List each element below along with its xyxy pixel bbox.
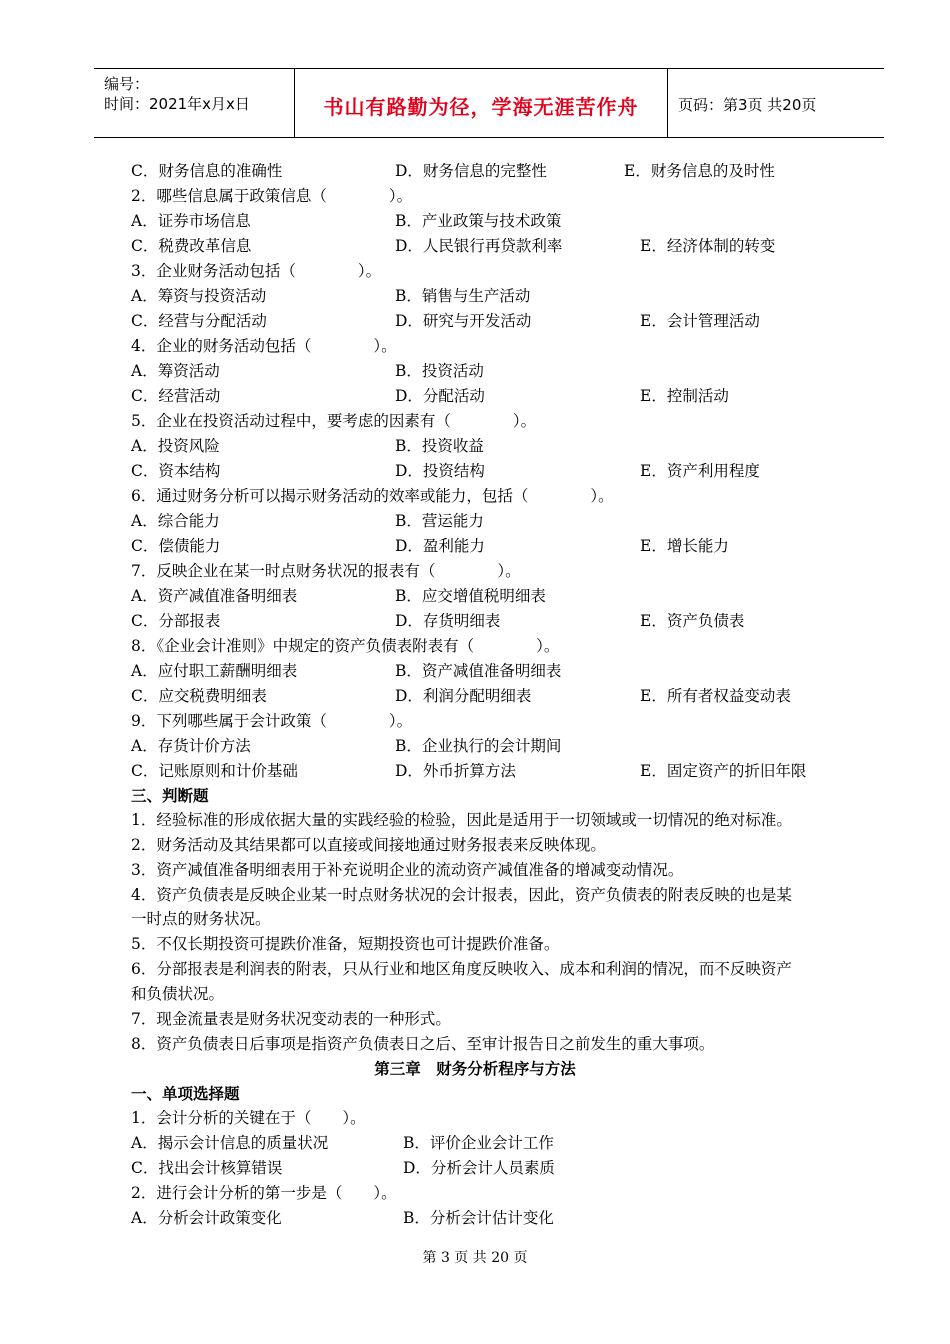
- doc-number-label: 编号：: [104, 75, 150, 93]
- text-line: B．分析会计估计变化: [403, 1209, 554, 1227]
- text-line: B．企业执行的会计期间: [395, 737, 562, 755]
- header-page-number: 页码：第3页 共20页: [678, 96, 817, 114]
- text-line: C．税费改革信息: [131, 237, 252, 255]
- text-line: A．筹资与投资活动: [131, 287, 267, 305]
- text-line: D．分析会计人员素质: [403, 1159, 555, 1177]
- text-line: 4．资产负债表是反映企业某一时点财务状况的会计报表，因此，资产负债表的附表反映的也是某: [131, 886, 792, 904]
- text-line: D．盈利能力: [395, 537, 485, 555]
- text-line: E．所有者权益变动表: [640, 687, 791, 705]
- header-left-cell: [94, 69, 295, 137]
- text-line: 7．现金流量表是财务状况变动表的一种形式。: [131, 1010, 451, 1028]
- text-line: C．分部报表: [131, 612, 221, 630]
- text-line: D．财务信息的完整性: [395, 162, 547, 180]
- doc-time-label: 时间：2021年x月x日: [104, 95, 250, 113]
- text-line: A．证券市场信息: [131, 212, 251, 230]
- text-line: 一时点的财务状况。: [131, 910, 271, 928]
- section-heading: 一、单项选择题: [131, 1084, 240, 1103]
- text-line: 9．下列哪些属于会计政策（ ）。: [131, 712, 413, 730]
- text-line: B．产业政策与技术政策: [395, 212, 562, 230]
- text-line: D．投资结构: [395, 462, 485, 480]
- text-line: C．资本结构: [131, 462, 221, 480]
- text-line: D．分配活动: [395, 387, 485, 405]
- text-line: 5．不仅长期投资可提跌价准备，短期投资也可计提跌价准备。: [131, 935, 560, 953]
- text-line: A．筹资活动: [131, 362, 220, 380]
- text-line: 6．分部报表是利润表的附表，只从行业和地区角度反映收入、成本和利润的情况，而不反映资产: [131, 960, 792, 978]
- text-line: B．营运能力: [395, 512, 484, 530]
- text-line: E．固定资产的折旧年限: [640, 762, 807, 780]
- text-line: E．会计管理活动: [640, 312, 760, 330]
- text-line: 3．企业财务活动包括（ ）。: [131, 262, 382, 280]
- text-line: B．投资收益: [395, 437, 484, 455]
- text-line: 2．财务活动及其结果都可以直接或间接地通过财务报表来反映体现。: [131, 836, 606, 854]
- text-line: C．经营与分配活动: [131, 312, 267, 330]
- text-line: E．资产利用程度: [640, 462, 760, 480]
- page-footer: 第 3 页 共 20 页: [422, 1250, 528, 1266]
- header-page-cell: [668, 69, 884, 137]
- text-line: 6．通过财务分析可以揭示财务活动的效率或能力，包括（ ）。: [131, 487, 614, 505]
- text-line: C．财务信息的准确性: [131, 162, 283, 180]
- text-line: E．控制活动: [640, 387, 729, 405]
- text-line: D．研究与开发活动: [395, 312, 532, 330]
- text-line: A．存货计价方法: [131, 737, 251, 755]
- text-line: 2．进行会计分析的第一步是（ ）。: [131, 1184, 397, 1202]
- text-line: 1．经验标准的形成依据大量的实践经验的检验，因此是适用于一切领域或一切情况的绝对标准。: [131, 811, 792, 829]
- text-line: 3．资产减值准备明细表用于补充说明企业的流动资产减值准备的增减变动情况。: [131, 861, 684, 879]
- text-line: D．存货明细表: [395, 612, 501, 630]
- text-line: 5．企业在投资活动过程中，要考虑的因素有（ ）。: [131, 412, 537, 430]
- header-motto: 书山有路勤为径，学海无涯苦作舟: [323, 95, 639, 119]
- text-line: A．分析会计政策变化: [131, 1209, 282, 1227]
- text-line: 7．反映企业在某一时点财务状况的报表有（ ）。: [131, 562, 521, 580]
- text-line: A．揭示会计信息的质量状况: [131, 1134, 329, 1152]
- text-line: A．投资风险: [131, 437, 220, 455]
- text-line: C．找出会计核算错误: [131, 1159, 283, 1177]
- text-line: 4．企业的财务活动包括（ ）。: [131, 337, 397, 355]
- text-line: E．增长能力: [640, 537, 729, 555]
- page-header: [94, 68, 884, 138]
- text-line: 8．《企业会计准则》中规定的资产负债表附表有（ ）。: [131, 637, 560, 655]
- text-line: D．人民银行再贷款利率: [395, 237, 563, 255]
- text-line: B．应交增值税明细表: [395, 587, 546, 605]
- text-line: 和负债状况。: [131, 985, 225, 1003]
- text-line: 1．会计分析的关键在于（ ）。: [131, 1109, 366, 1127]
- text-line: B．资产减值准备明细表: [395, 662, 562, 680]
- text-line: 2．哪些信息属于政策信息（ ）。: [131, 187, 413, 205]
- text-line: B．评价企业会计工作: [403, 1134, 554, 1152]
- text-line: E．经济体制的转变: [640, 237, 776, 255]
- section-heading: 第三章 财务分析程序与方法: [374, 1059, 576, 1078]
- text-line: C．记账原则和计价基础: [131, 762, 298, 780]
- text-line: E．资产负债表: [640, 612, 745, 630]
- text-line: D．利润分配明细表: [395, 687, 532, 705]
- text-line: A．资产减值准备明细表: [131, 587, 298, 605]
- text-line: C．应交税费明细表: [131, 687, 267, 705]
- section-heading: 三、判断题: [131, 786, 209, 805]
- text-line: E．财务信息的及时性: [624, 162, 775, 180]
- header-motto-cell: [295, 69, 668, 137]
- text-line: B．投资活动: [395, 362, 484, 380]
- text-line: C．偿债能力: [131, 537, 221, 555]
- text-line: B．销售与生产活动: [395, 287, 531, 305]
- text-line: 8．资产负债表日后事项是指资产负债表日之后、至审计报告日之前发生的重大事项。: [131, 1035, 715, 1053]
- text-line: D．外币折算方法: [395, 762, 516, 780]
- text-line: A．综合能力: [131, 512, 220, 530]
- text-line: C．经营活动: [131, 387, 221, 405]
- text-line: A．应付职工薪酬明细表: [131, 662, 298, 680]
